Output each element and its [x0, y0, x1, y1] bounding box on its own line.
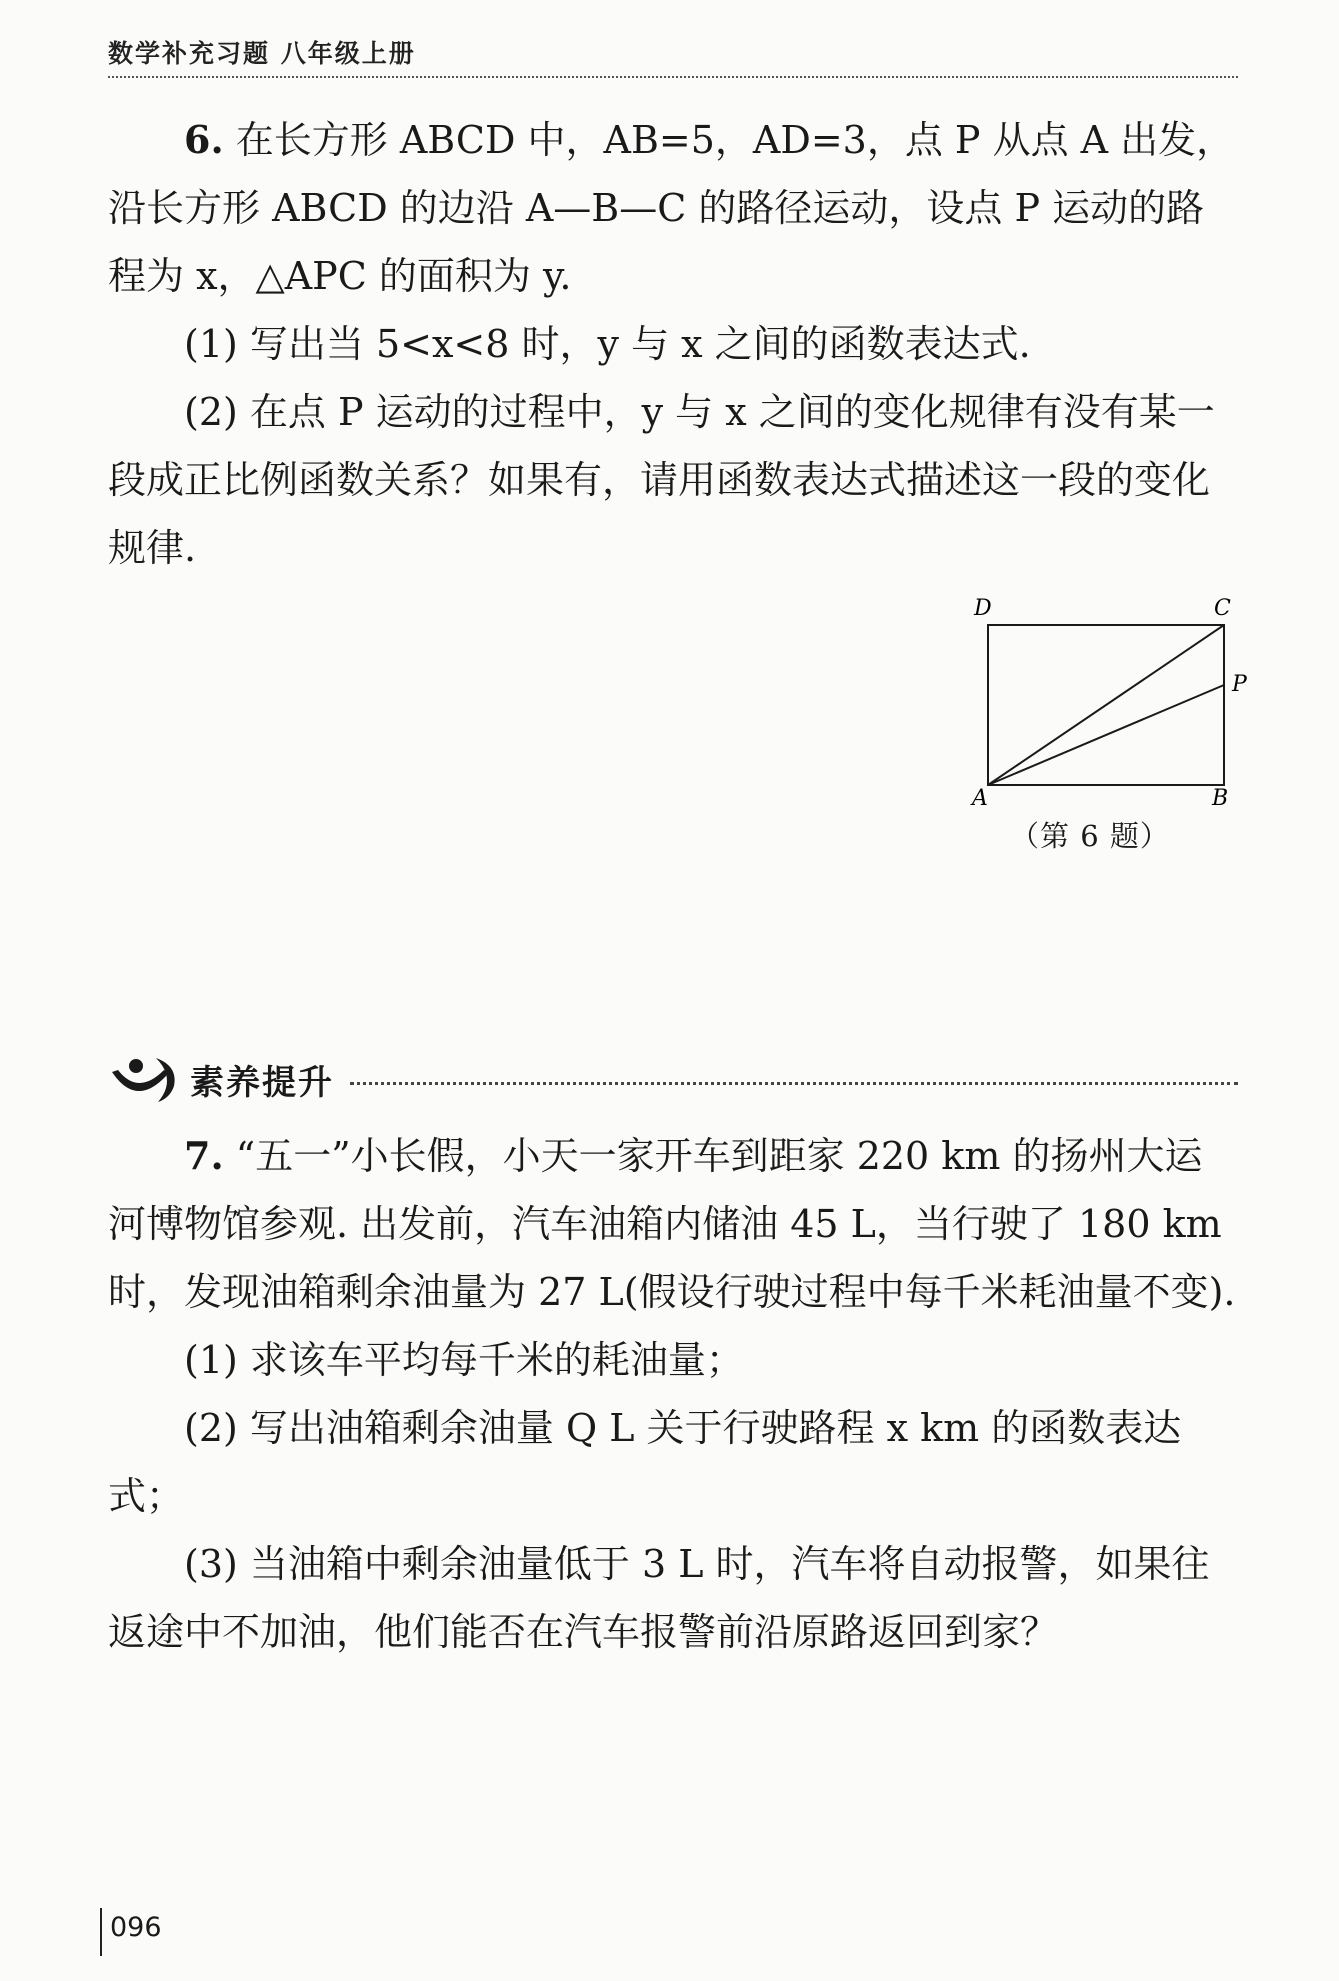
literacy-icon: [108, 1052, 184, 1106]
figure-6-caption: （第 6 题）: [1010, 819, 1170, 853]
section-divider: [350, 1082, 1238, 1085]
segment-ac: [988, 625, 1224, 785]
label-d: D: [974, 596, 992, 621]
page-number: 096: [100, 1908, 162, 1956]
question-6-part-2: (2) 在点 P 运动的过程中，y 与 x 之间的变化规律有没有某一段成正比例函数关系？如果有，请用函数表达式描述这一段的变化规律.: [108, 390, 1215, 570]
question-7-number: 7.: [184, 1133, 224, 1178]
label-p: P: [1232, 672, 1247, 697]
segment-ap: [988, 685, 1224, 785]
question-6-part-1: (1) 写出当 5<x<8 时，y 与 x 之间的函数表达式.: [184, 322, 1031, 366]
section-title: 素养提升: [190, 1062, 334, 1103]
running-header: [108, 38, 1238, 78]
question-7: [108, 1122, 1238, 1666]
question-7-part-3: (3) 当油箱中剩余油量低于 3 L 时，汽车将自动报警，如果往返途中不加油，他们能否在汽车报警前沿原路返回到家？: [108, 1542, 1210, 1654]
label-b: B: [1212, 786, 1229, 805]
question-7-stem-text: “五一”小长假，小天一家开车到距家 220 km 的扬州大运河博物馆参观. 出发前，汽车油箱内储油 45 L，当行驶了 180 km 时，发现油箱剩余油量为 27 L(假设行驶过程中每千米耗油量不变).: [108, 1134, 1236, 1314]
question-6-stem-text: 在长方形 ABCD 中，AB=5，AD=3，点 P 从点 A 出发，沿长方形 ABCD 的边沿 A—B—C 的路径运动，设点 P 运动的路程为 x，△APC 的面积为 y.: [108, 118, 1235, 298]
question-6-number: 6.: [184, 117, 224, 162]
label-a: A: [972, 786, 988, 805]
label-c: C: [1214, 596, 1231, 621]
header-title: 数学补充习题 八年级上册: [108, 39, 416, 68]
question-7-part-1: (1) 求该车平均每千米的耗油量；: [184, 1338, 744, 1382]
question-7-part-2: (2) 写出油箱剩余油量 Q L 关于行驶路程 x km 的函数表达式；: [108, 1406, 1182, 1518]
question-7-stem: [108, 1122, 1238, 1326]
question-6: [108, 106, 1238, 582]
section-header: [108, 1052, 1238, 1106]
rectangle-figure: [960, 585, 1250, 805]
question-6-stem: [108, 106, 1238, 310]
